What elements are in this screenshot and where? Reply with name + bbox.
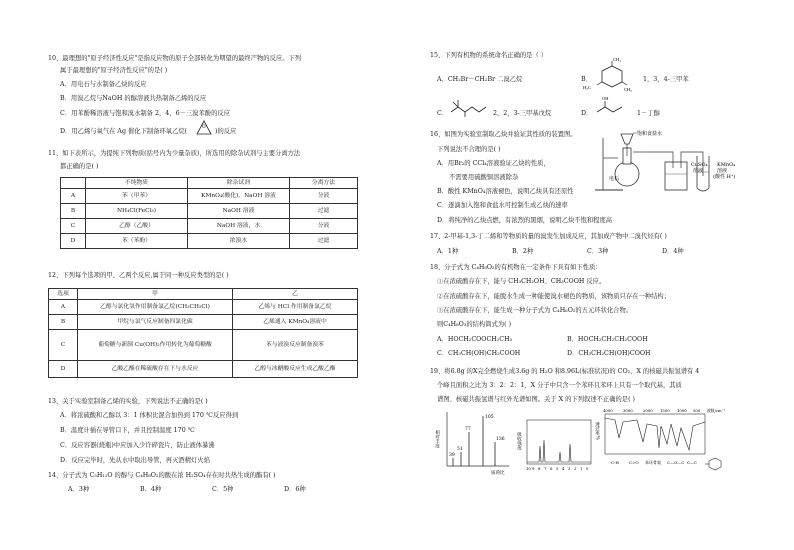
- table-cell: 过滤: [290, 234, 358, 249]
- q10-option-d: D．用乙烯与氧气在 Ag 催化下制备环氧乙烷(: [60, 128, 188, 135]
- ir-axis-ticks: [603, 408, 701, 413]
- table-cell: D: [49, 361, 78, 378]
- ir-band-labels: [611, 459, 697, 465]
- kmno4-solution-label: 溶液: [717, 168, 728, 174]
- table-row: [61, 234, 358, 249]
- svg-text:苯环骨架: 苯环骨架: [645, 460, 661, 465]
- table-cell: 乙酸乙酯在稀硫酸存在下与水反应: [78, 361, 233, 378]
- table-cell: 分液: [290, 189, 358, 204]
- cuso4-solution-label: 溶液: [693, 168, 704, 174]
- table-cell: NH₄Cl(FeCl₃): [86, 204, 188, 219]
- table-cell: 乙醇与冰醋酸反应生成乙酸乙酯: [233, 361, 358, 378]
- q18-stem: 18、分子式为 C₄H₈O₃的有机物在一定条件下具有如下性质：: [430, 264, 602, 271]
- q14-option-a: A．3种: [68, 486, 90, 493]
- svg-text:0: 0: [586, 466, 589, 471]
- q17-option-c: C．3种: [587, 248, 609, 255]
- ir-trace: [605, 418, 705, 450]
- q18-option-c: C．CH₃CH(OH)CH₂COOH: [437, 350, 521, 357]
- q17-option-d: D．4种: [662, 248, 684, 255]
- h3c-label: H₃C: [583, 85, 591, 90]
- q12-table: [48, 288, 358, 378]
- kmno4-acid-label: (酸性 H⁺): [713, 174, 736, 180]
- svg-text:5: 5: [556, 466, 559, 471]
- svg-text:C—C: C—C: [687, 460, 698, 465]
- table-cell: NaOH 溶液: [188, 204, 290, 219]
- oh-label: OH: [602, 96, 609, 101]
- q11-stem-line1: 11、如下表所示，为提纯下列物质(括号内为少量杂质)，所选用的除杂试剂与主要分离方法: [48, 150, 301, 157]
- q18-option-d: D．CH₃CH₂CH(OH)COOH: [567, 350, 651, 357]
- svg-text:6: 6: [550, 466, 553, 471]
- table-cell: C: [49, 330, 78, 361]
- ms-peak-label: 39: [449, 453, 455, 458]
- ms-xlabel: 质荷比: [491, 471, 505, 476]
- svg-text:1000: 1000: [677, 408, 687, 413]
- table-row: [61, 189, 358, 204]
- table-header-cell: 甲: [78, 289, 233, 300]
- q10-option-d-tail: )的反应: [215, 128, 237, 135]
- q15-option-d-label: D．: [581, 110, 593, 117]
- svg-text:8: 8: [538, 466, 541, 471]
- table-header-row: [49, 289, 358, 300]
- nmr-trace: [527, 440, 591, 462]
- benzene-ring-icon: [709, 458, 721, 470]
- q16-stem-line1: 16、如图为实验室制取乙炔并验证其性质的装置图。: [430, 131, 577, 138]
- table-cell: NaOH 溶液，水: [188, 219, 290, 234]
- ms-peak-label: 51: [457, 447, 463, 452]
- acetylene-apparatus-diagram: [593, 128, 748, 198]
- ir-unit-label: 波数/cm⁻¹: [707, 408, 726, 413]
- table-header-cell: 乙: [233, 289, 358, 300]
- table-row: [49, 315, 358, 330]
- q17-option-b: B．2种: [512, 248, 534, 255]
- table-row: [49, 361, 358, 378]
- q15-stem: 15、下列有机物的系统命名正确的是（ ）: [430, 52, 548, 59]
- svg-text:C=O: C=O: [629, 460, 639, 465]
- q15-option-b-label: B．: [581, 76, 592, 83]
- trimethylbenzene-structure-icon: [583, 57, 634, 94]
- q14-option-b: B．4种: [140, 486, 162, 493]
- svg-text:4000: 4000: [603, 408, 613, 413]
- q19-stem-line2: 个峰且面积之比为 3：2：2：1，X 分子中只含一个苯环且苯环上只有一个取代基，其质: [437, 382, 682, 389]
- q10-stem-line2: 属于最理想的"原子经济性反应"的是( ): [60, 67, 168, 74]
- table-cell: D: [61, 234, 86, 249]
- svg-text:C—O—C: C—O—C: [667, 460, 685, 465]
- table-header-row: [61, 178, 358, 189]
- table-header-cell: 选项: [49, 289, 78, 300]
- q14-stem: 14、分子式为 C₅H₁₂O 的醇与 C₄H₈O₂的酸在浓 H₂SO₄存在时共热生成的酯有( ): [48, 472, 276, 479]
- q10-option-c: C．用苯酚稀溶液与饱和溴水制备 2，4，6－三溴苯酚的反应: [60, 110, 230, 117]
- ir-spectrum-figure: [594, 408, 727, 478]
- calcium-carbide-label: 电石: [609, 176, 620, 182]
- q13-option-c: C．反应容器(烧瓶)中应加入少许碎瓷片，防止液体暴沸: [60, 442, 215, 449]
- q18-item-4: 则C₄H₈O₃的结构简式为( ): [437, 321, 512, 328]
- q18-item-1: ①在浓硫酸存在下，能与 CH₃CH₂OH、CH₃COOH 反应。: [437, 278, 606, 285]
- q15-option-b-name: 1，3，4-三甲苯: [643, 76, 689, 83]
- mass-spectrum-figure: [434, 410, 511, 476]
- q14-option-c: C．5种: [212, 486, 234, 493]
- q18-item-3: ③在浓硫酸存在下，能生成一种分子式为 C₄H₆O₂的五元环状化合物。: [437, 307, 633, 314]
- svg-text:9: 9: [532, 466, 535, 471]
- table-row: [61, 204, 358, 219]
- table-cell: 甲烷与氯气反应制备四氯化碳: [78, 315, 233, 330]
- q15-option-c-name: 2，2，3-三甲基戊烷: [493, 110, 552, 117]
- q19-stem-line1: 19、将6.8g 的X完全燃烧生成3.6g 的 H₂O 和8.96L(标准状况)的 CO₂，X 的核磁共振氢谱有 4: [430, 368, 700, 375]
- ms-ylabel: 相对丰度: [434, 430, 440, 448]
- table-cell: C: [61, 219, 86, 234]
- ms-peak-label: 77: [465, 427, 471, 432]
- table-header-cell: 除杂试剂: [188, 178, 290, 189]
- ch3-right-label: CH₃: [624, 87, 632, 92]
- cuso4-label: CuSO₄: [691, 162, 708, 168]
- q15-option-c-label: C．: [437, 110, 449, 117]
- q10-stem-line1: 10、最理想的"原子经济性反应"是指反应物的原子全部转化为期望的最终产物的反应。下列: [48, 55, 302, 62]
- table-header-cell: [61, 178, 86, 189]
- q18-item-2: ②在浓硫酸存在下，能脱水生成一种能使溴水褪色的物质，该物质只存在一种结构；: [437, 293, 670, 300]
- svg-text:3: 3: [568, 466, 571, 471]
- q13-option-d: D．反应完毕时，先从水中取出导管，再灭酒精灯火焰: [60, 457, 210, 464]
- ch3-top-label: CH₃: [613, 57, 621, 62]
- q11-stem-line2: 都正确的是( ): [60, 163, 99, 170]
- table-cell: 分液: [290, 219, 358, 234]
- trimethylpentane-skeleton-icon: [449, 98, 489, 118]
- epoxide-oxygen-label: O: [202, 125, 206, 130]
- table-cell: 乙烯通入 KMnO₄溶液中: [233, 315, 358, 330]
- table-cell: 乙烯与 HCl 作用制备氯乙烷: [233, 300, 358, 315]
- table-header-cell: 不纯物质: [86, 178, 188, 189]
- table-row: [61, 219, 358, 234]
- table-cell: 苯与液溴反应制备溴苯: [233, 330, 358, 361]
- q13-option-a: A．将浓硫酸和乙醇以 3：1 体积比混合加热到 170 ℃反应得到: [60, 412, 239, 419]
- q11-table: [60, 177, 358, 249]
- svg-text:10: 10: [526, 466, 531, 471]
- q13-option-b: B．温度计插在导管口下，并且控制温度 170 ℃: [60, 427, 195, 434]
- q16-option-d: D．将纯净的乙炔点燃，有浓烈的黑烟，说明乙炔不饱和程度高: [437, 217, 613, 224]
- svg-text:1500: 1500: [660, 408, 670, 413]
- table-cell: 苯（甲苯）: [86, 189, 188, 204]
- table-cell: 葡萄糖与新制 Cu(OH)₂作用转化为葡萄糖酸: [78, 330, 233, 361]
- table-cell: 苯（苯酚）: [86, 234, 188, 249]
- ms-peak-label: 136: [496, 437, 505, 442]
- q10-option-b: B．用溴乙烷与NaOH 的醇溶液共热制备乙烯的反应: [60, 95, 207, 102]
- table-cell: B: [49, 315, 78, 330]
- q16-option-a-line2: 不需要用硫酸铜溶液除杂: [449, 174, 519, 181]
- q19-stem-line3: 谱图、核磁共振氢谱与红外光谱如图。关于 X 的下列叙述不正确的是( ): [437, 396, 636, 403]
- q14-option-d: D．6种: [284, 486, 306, 493]
- q16-option-a-line1: A．用Br₂的 CCl₄溶液验证乙炔的性质，: [437, 160, 550, 167]
- svg-text:3000: 3000: [623, 408, 633, 413]
- table-cell: A: [49, 300, 78, 315]
- q17-option-a: A．1种: [437, 248, 459, 255]
- table-cell: KMnO₄(酸化)，NaOH 溶液: [188, 189, 290, 204]
- svg-text:1: 1: [580, 466, 583, 471]
- q16-stem-line2: 下列说法不合理的是( ): [437, 146, 501, 153]
- brine-label: 饱和食盐水: [637, 131, 663, 137]
- svg-text:2000: 2000: [643, 408, 653, 413]
- table-header-cell: 分离方法: [290, 178, 358, 189]
- svg-text:2: 2: [574, 466, 577, 471]
- nmr-ylabel: 吸收强度: [516, 432, 522, 450]
- table-row: [49, 330, 358, 361]
- q15-option-d-name: 1－丁醇: [637, 110, 660, 117]
- butanol-skeleton-icon: [595, 96, 631, 118]
- svg-text:500: 500: [693, 408, 701, 413]
- q18-option-b: B．HOCH₂CH₂CH₂COOH: [567, 336, 648, 343]
- table-cell: 乙醇与氯化氢作用制备氯乙烷(CH₃CH₂Cl): [78, 300, 233, 315]
- table-cell: 乙醇（乙酸）: [86, 219, 188, 234]
- svg-text:C-H: C-H: [611, 460, 619, 465]
- q16-option-c: C．逐滴加入饱和食盐水可控制生成乙炔的速率: [437, 202, 568, 209]
- table-cell: 浓溴水: [188, 234, 290, 249]
- table-cell: A: [61, 189, 86, 204]
- q12-stem: 12、下列每个选项的甲、乙两个反应,属于同一种反应类型的是( ): [48, 272, 229, 279]
- q16-option-b: B．酸性 KMnO₄溶液褪色，说明乙炔具有还原性: [437, 188, 574, 195]
- svg-text:4: 4: [562, 466, 565, 471]
- nmr-spectrum-figure: [516, 416, 593, 476]
- epoxide-structure-icon: [195, 120, 213, 136]
- q18-option-a: A．HOCH₂COOCH₂CH₃: [437, 336, 513, 343]
- svg-text:7: 7: [544, 466, 547, 471]
- ms-peak-label: 105: [485, 415, 494, 420]
- table-row: [49, 300, 358, 315]
- q13-stem: 13、关于实验室制备乙烯的实验，下列说法不正确的是( ): [48, 398, 208, 405]
- q10-option-a: A．用电石与水制备乙炔的反应: [60, 81, 147, 88]
- ir-ylabel: 透过率%: [594, 422, 600, 440]
- table-cell: B: [61, 204, 86, 219]
- nmr-axis-ticks: [526, 466, 589, 471]
- table-cell: 过滤: [290, 204, 358, 219]
- q17-stem: 17、2-甲基-1,3-丁二烯和等物质的量的溴发生加成反应，其加成产物中二溴代烃有( ): [430, 233, 667, 240]
- q15-option-a: A．CH₂Br－CH₂Br 二溴乙烷: [437, 76, 523, 83]
- kmno4-label: KMnO₄: [717, 162, 736, 168]
